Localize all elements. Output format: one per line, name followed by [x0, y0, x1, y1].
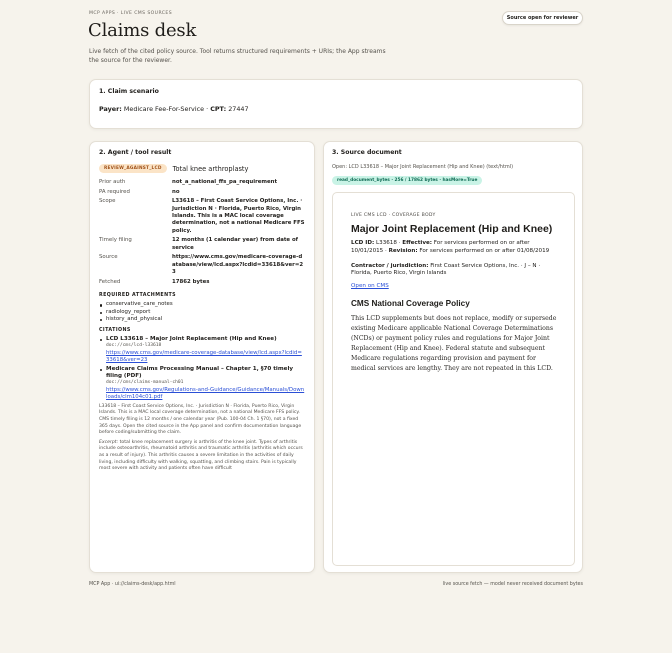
field-key: Scope: [99, 198, 116, 205]
contractor: First Coast Service Options, Inc. · J – N · Florida, Puerto Rico, Virgin Islands: [351, 262, 541, 277]
payer-label: Payer:: [99, 105, 122, 113]
citation-uri: doc://cms/claims-manual-ch01: [106, 380, 184, 386]
agent-heading: 2. Agent / tool result: [99, 149, 172, 156]
doc-body: This LCD supplements but does not replace, modify or supersede existing Medicare applicable National Coverage Determinations (NCDs) or payment policy rules and regulations for Major Joint Replacement (Hip and Knee). Federal statute and subsequent Medicare regulations regarding provision and payment for medical services are lengthy. They are not repeated in this LCD.: [351, 315, 557, 373]
field-row: [99, 237, 305, 254]
field-key: Timely filing: [99, 237, 132, 244]
field-key: Fetched: [99, 278, 121, 285]
citations-list: [99, 336, 305, 401]
claim-scenario-card: [89, 79, 583, 129]
cpt-label: CPT:: [210, 105, 227, 113]
opened-document: Open: LCD L33618 – Major Joint Replacement (Hip and Knee) (text/html): [332, 164, 514, 170]
source-document-card: [323, 141, 583, 573]
excerpt-text: total knee replacement surgery is arthritis of the knee joint. Types of arthritis include osteoarthritis, rheumatoid arthritis and traumatic arthritis (arthritis which occurs as a result of injury). This arthritis causes a severe limitation in the activities of daily living, including difficulty with walking, squatting, and climbing stairs. Pain is typically most severe with activity and patients often have difficult: [99, 439, 303, 472]
footer-note: live source fetch — model never received document bytes: [442, 582, 583, 587]
excerpt-label: Excerpt:: [99, 439, 119, 445]
citation-link[interactable]: https://www.cms.gov/medicare-coverage-database/view/lcd.aspx?lcdid=33618&ver=23: [106, 349, 302, 363]
list-item: conservative_care_notes: [99, 301, 305, 308]
doc-section-title: CMS National Coverage Policy: [351, 299, 470, 309]
scenario-line: [99, 105, 573, 113]
revision: For services performed on or after 01/08/2019: [419, 247, 550, 254]
effective: For services performed on or after 10/01/2015 ·: [351, 240, 530, 254]
field-value: not_a_national_ffs_pa_requirement: [172, 179, 278, 185]
document-viewer[interactable]: [332, 192, 575, 566]
attachments-list: [99, 301, 305, 323]
field-row: [99, 198, 305, 237]
field-value: L33618 – First Coast Service Options, Inc. · Jurisdiction N · Florida, Puerto Rico, Virgin Islands. This is a MAC local coverage determination, not a national Medicare FFS policy.: [172, 198, 305, 234]
list-item: history_and_physical: [99, 316, 305, 323]
result-summary: L33618 – First Coast Service Options, Inc. · Jurisdiction N · Florida, Puerto Rico, Virgin Islands. This is a MAC local coverage determination, not a national Medicare FFS policy. CMS timely filing is 12 months / one calendar year (Pub. 100-04 Ch. 1 §70), not a fixed 365 days. Open the cited source in the App panel and confirm documentation language before coding/submitting the claim.: [99, 403, 302, 436]
field-value: 12 months (1 calendar year) from date of service: [172, 237, 298, 251]
list-item: radiology_report: [99, 309, 305, 316]
field-key: PA required: [99, 188, 130, 195]
open-on-cms-link[interactable]: Open on CMS: [351, 283, 389, 290]
tool-row: [99, 164, 305, 173]
citation-title: LCD L33618 – Major Joint Replacement (Hip and Knee): [106, 336, 277, 343]
app-eyebrow: MCP APPS · LIVE CMS SOURCES: [89, 11, 173, 16]
field-value: https://www.cms.gov/medicare-coverage-database/view/lcd.aspx?lcdid=33618&ver=23: [172, 254, 304, 276]
field-key: Prior auth: [99, 179, 126, 185]
doc-title: Major Joint Replacement (Hip and Knee): [351, 223, 553, 235]
field-row: [99, 179, 305, 189]
excerpt: [99, 440, 305, 473]
citation-item: [99, 336, 305, 364]
citation-link[interactable]: https://www.cms.gov/Regulations-and-Guidance/Guidance/Manuals/Downloads/clm104c01.pdf: [106, 386, 305, 400]
effective-label: Effective:: [402, 240, 432, 246]
citation-title: Medicare Claims Processing Manual – Chapter 1, §70 timely filing (PDF): [106, 365, 294, 380]
cpt-value: 27447: [228, 105, 249, 113]
attachments-heading: REQUIRED ATTACHMENTS: [99, 293, 177, 299]
field-value: 17862 bytes: [172, 278, 210, 285]
doc-meta: [351, 240, 557, 256]
lcd-id-label: LCD ID:: [351, 240, 375, 246]
doc-contractor: [351, 263, 557, 279]
lcd-id: L33618 ·: [376, 240, 401, 246]
revision-label: Revision:: [388, 247, 418, 254]
footer-app-uri: MCP App · ui://claims-desk/app.html: [89, 582, 176, 587]
scenario-separator: ·: [206, 105, 209, 113]
agent-tool-result-card: [89, 141, 315, 573]
contractor-label: Contractor / jurisdiction:: [351, 262, 429, 269]
citation-uri: doc://cms/lcd-l33618: [106, 343, 162, 349]
field-value: no: [172, 188, 180, 195]
page-title: Claims desk: [88, 20, 197, 41]
doc-eyebrow: LIVE CMS LCD · COVERAGE BODY: [351, 213, 436, 218]
field-row: [99, 189, 305, 199]
payer-value: Medicare Fee-For-Service: [123, 105, 205, 113]
scenario-heading: 1. Claim scenario: [99, 88, 159, 95]
source-heading: 3. Source document: [332, 149, 402, 156]
field-row: [99, 254, 305, 278]
citations-heading: CITATIONS: [99, 328, 131, 334]
tool-badge: REVIEW_AGAINST_LCD: [99, 164, 167, 173]
tool-name: Total knee arthroplasty: [172, 164, 249, 173]
source-status-pill[interactable]: Source open for reviewer: [502, 11, 583, 25]
field-key: Source: [99, 254, 118, 261]
page-subtitle: Live fetch of the cited policy source. Tool returns structured requirements + URIs; the App streams the source for the reviewer.: [89, 48, 386, 64]
citation-item: [99, 366, 305, 401]
result-fields: [99, 179, 305, 288]
bytes-badge: read_document_bytes · 256 / 17862 bytes · hasMore=True: [332, 176, 482, 185]
field-row: [99, 279, 305, 289]
